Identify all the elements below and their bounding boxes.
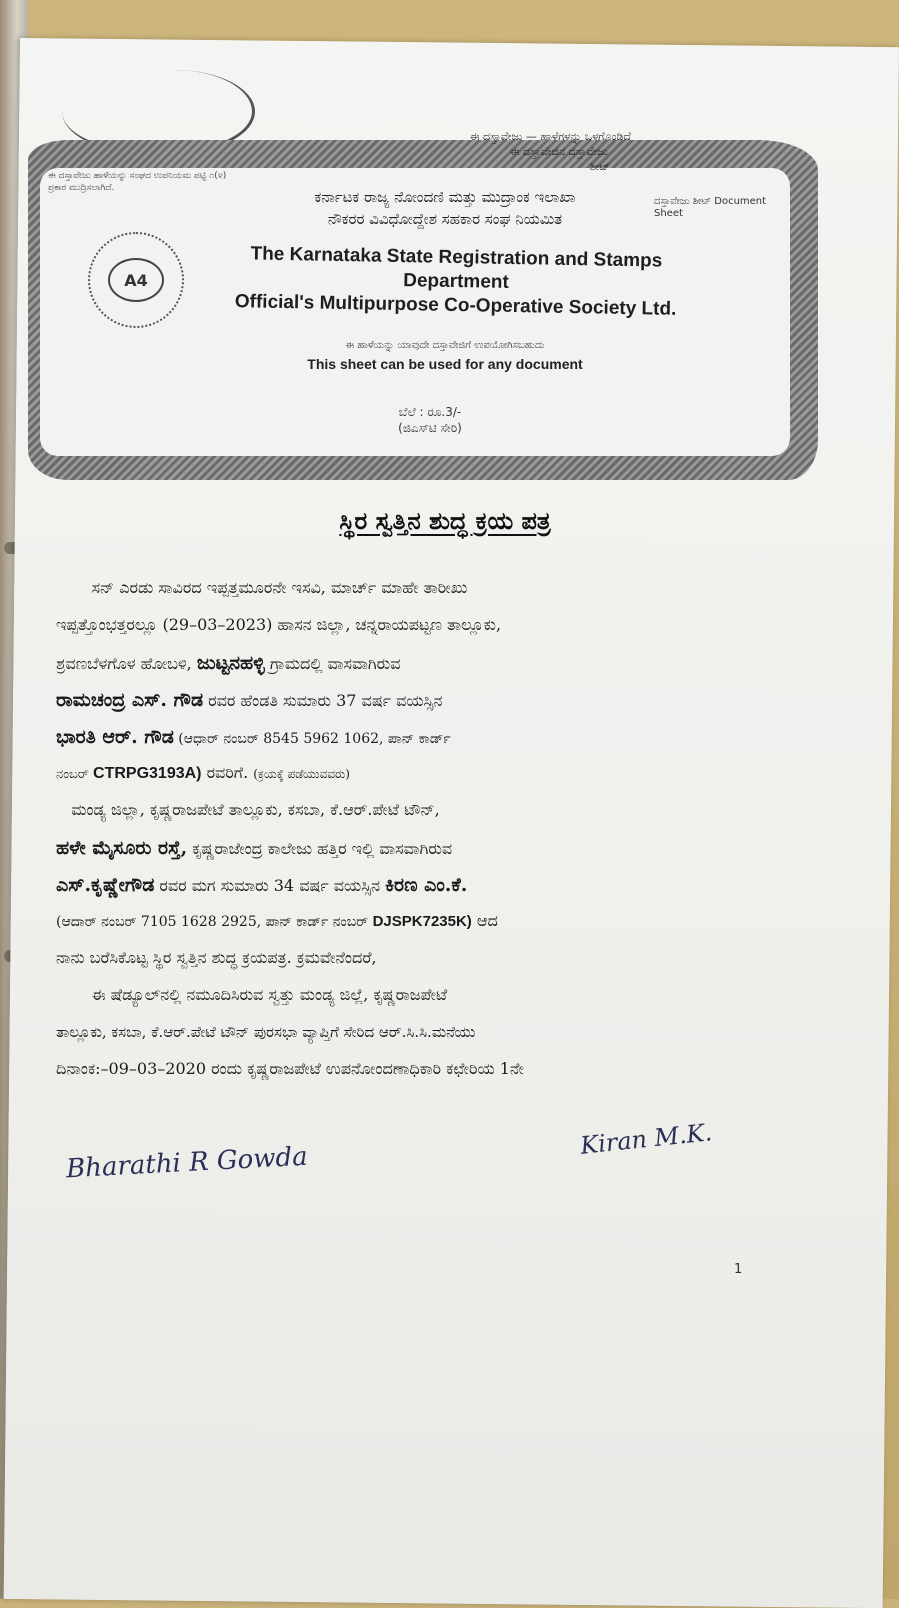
header-title-english <box>195 241 716 322</box>
text: ಇಪ್ಪತ್ತೊಂಭತ್ತರಲ್ಲೂ (29–03–2023) ಹಾಸನ ಜಿಲ್ಲಾ, ಚನ್ನರಾಯಪಟ್ಟಣ ತಾಲ್ಲೂಕು, <box>56 615 502 634</box>
text: ರವರ ಹೆಂಡತಿ ಸುಮಾರು 37 ವರ್ಷ ವಯಸ್ಸಿನ <box>203 691 443 710</box>
text: ಸನ್ ಎರಡು ಸಾವಿರದ ಇಪ್ಪತ್ತಮೂರನೇ ಇಸವಿ, ಮಾರ್ಚ್ ಮಾಹೇ ತಾರೀಖು <box>56 578 468 597</box>
address-road: ಹಳೇ ಮೈಸೂರು ರಸ್ತೆ, <box>56 837 188 859</box>
text: ರವರ ಮಗ ಸುಮಾರು 34 ವರ್ಷ ವಯಸ್ಸಿನ <box>154 876 386 895</box>
sheet-count-line: ಶೀಟ್ <box>590 160 610 173</box>
buyer-signature: Bharathi R Gowda <box>65 1141 309 1185</box>
header-title-kannada <box>255 186 635 230</box>
body-line <box>56 874 776 911</box>
text: ಈ ಷೆಡ್ಯೂಲ್‌ನಲ್ಲಿ ನಮೂದಿಸಿರುವ ಸ್ವತ್ತು ಮಂಡ್ಯ ಜಿಲ್ಲೆ, ಕೃಷ್ಣರಾಜಪೇಟೆ <box>56 985 448 1004</box>
body-line <box>56 837 776 874</box>
text: ಗ್ರಾಮದಲ್ಲಿ ವಾಸವಾಗಿರುವ <box>264 654 401 673</box>
body-line <box>56 1022 776 1059</box>
seller-signature: Kiran M.K. <box>578 1118 714 1160</box>
pan-number: CTRPG3193A) <box>93 765 202 782</box>
text: (ಆದಾರ್ ನಂಬರ್ 7105 1628 2925, ಪಾನ್ ಕಾರ್ಡ್ ನಂಬರ್ <box>56 914 373 930</box>
price-tax-note: (ಜಿಎಸ್‌ಟಿ ಸೇರಿ) <box>398 421 462 435</box>
body-line <box>56 726 776 763</box>
text: ತಾಲ್ಲೂಕು, ಕಸಬಾ, ಕೆ.ಆರ್.ಪೇಟೆ ಟೌನ್ ಪುರಸಭಾ ವ್ಯಾಪ್ತಿಗೆ ಸೇರಿದ ಆರ್.ಸಿ.ಸಿ.ಮನೆಯು <box>56 1023 476 1041</box>
usage-note-english: This sheet can be used for any document <box>307 356 583 372</box>
text: ಕೃಷ್ಣರಾಜೇಂದ್ರ ಕಾಲೇಜು ಹತ್ತಿರ ಇಲ್ಲಿ ವಾಸವಾಗಿರುವ <box>187 839 453 858</box>
pan-number: DJSPK7235K) <box>372 913 472 930</box>
title-kannada-line: ಕರ್ನಾಟಕ ರಾಜ್ಯ ನೋಂದಣಿ ಮತ್ತು ಮುದ್ರಾಂಕ ಇಲಾಖಾ <box>314 188 576 206</box>
body-line <box>56 578 776 615</box>
body-line <box>56 1059 776 1096</box>
text: (ಆಧಾರ್ ನಂಬರ್ 8545 5962 1062, ಪಾನ್ ಕಾರ್ಡ್ <box>173 731 451 747</box>
body-line <box>56 911 776 948</box>
sheet-count-line: ಈ ದಸ್ತಾವೇಜು — ಹಾಳೆಗಳನ್ನು ಒಳಗೊಂಡಿದೆ <box>470 130 631 143</box>
document-sheet-label: ದಸ್ತಾವೇಜು ಶೀಟ್ Document Sheet <box>654 196 767 219</box>
text: ಶ್ರವಣಬೆಳಗೊಳ ಹೋಬಳಿ, <box>56 654 197 673</box>
body-line <box>56 689 776 726</box>
text: ನಾನು ಬರೆಸಿಕೊಟ್ಟ ಸ್ಥಿರ ಸ್ವತ್ತಿನ ಶುದ್ಧ ಕ್ರಯಪತ್ರ. ಕ್ರಮವೇನೆಂದರೆ, <box>56 948 377 967</box>
deed-title: ಸ್ಥಿರ ಸ್ವತ್ತಿನ ಶುದ್ಧ ಕ್ರಯ ಪತ್ರ <box>339 507 551 535</box>
body-line <box>56 800 776 837</box>
sheet-count-note <box>470 130 790 175</box>
title-english-line: The Karnataka State Registration and Stamps Department <box>250 243 663 293</box>
deed-body <box>56 578 776 1096</box>
text: ರವರಿಗೆ. <box>201 763 254 782</box>
buyer-role-note: (ಕ್ರಯಕ್ಕೆ ಪಡೆಯುವವರು) <box>253 767 350 781</box>
father-name: ಎಸ್.ಕೃಷ್ಣೇಗೌಡ <box>56 874 155 896</box>
usage-note-kannada: ಈ ಹಾಳೆಯನ್ನು ಯಾವುದೇ ದಸ್ತಾವೇಜಿಗೆ ಉಪಯೋಗಿಸಬಹುದು <box>345 340 545 351</box>
text: ಮಂಡ್ಯ ಜಿಲ್ಲಾ, ಕೃಷ್ಣರಾಜಪೇಟೆ ತಾಲ್ಲೂಕು, ಕಸಬಾ, ಕೆ.ಆರ್.ಪೇಟೆ ಟೌನ್, <box>56 800 440 819</box>
seal-label: A4 <box>108 258 164 302</box>
society-seal-icon <box>88 232 184 328</box>
body-line <box>56 652 776 689</box>
text: ದಿನಾಂಕ:–09–03–2020 ರಂದು ಕೃಷ್ಣರಾಜಪೇಟೆ ಉಪನೋಂದಣಾಧಿಕಾರಿ ಕಛೇರಿಯ 1ನೇ <box>56 1059 525 1078</box>
body-line <box>56 615 776 652</box>
village-name: ಜುಟ್ಟನಹಳ್ಳಿ <box>196 652 265 674</box>
sheet-count-line: ಈ ದಸ್ತಾವೇಜಿನ ದಸ್ತಾವೇಜು <box>510 145 608 158</box>
title-english-line: Official's Multipurpose Co-Operative Society Ltd. <box>234 291 677 320</box>
buyer-name: ಭಾರತಿ ಆರ್. ಗೌಡ <box>56 726 174 748</box>
text: ನಂಬರ್ <box>56 767 94 782</box>
seller-name: ಕಿರಣ ಎಂ.ಕೆ. <box>385 874 468 896</box>
body-line <box>56 948 776 985</box>
body-line <box>56 985 776 1022</box>
header-left-note: ಈ ದಸ್ತಾವೇಜು ಹಾಳೆಯನ್ನು ಸಂಘದ ಉಪನಿಯಮ ಪಟ್ಟಿ ೧(೪) ಪ್ರಕಾರ ಮುದ್ರಿಸಲಾಗಿದೆ. <box>48 171 227 193</box>
body-line <box>56 763 776 800</box>
page-number: 1 <box>734 1262 743 1277</box>
price-value: ಬೆಲೆ : ರೂ.3/- <box>398 405 462 419</box>
sheet-price <box>300 404 560 436</box>
text: ಆದ <box>471 911 498 930</box>
title-kannada-line: ನೌಕರರ ವಿವಿಧೋದ್ದೇಶ ಸಹಕಾರ ಸಂಘ ನಿಯಮಿತ <box>327 210 563 228</box>
person-name: ರಾಮಚಂದ್ರ ಎಸ್. ಗೌಡ <box>56 689 204 711</box>
